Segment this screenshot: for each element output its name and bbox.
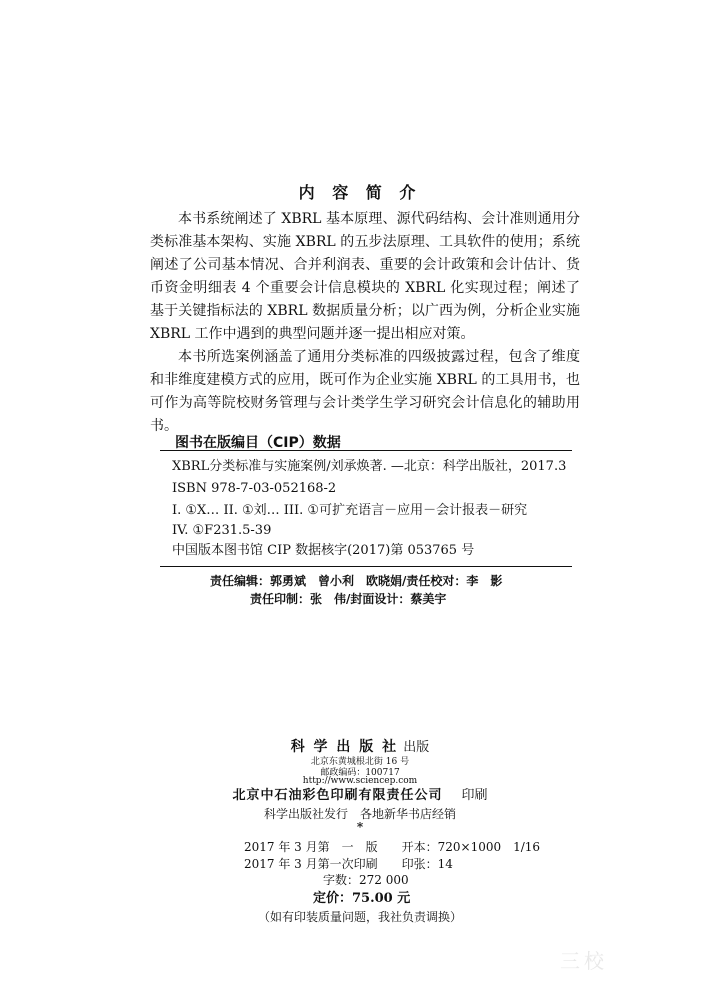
printing-line: 2017 年 3 月第一次印刷 印张：14 [244,857,453,871]
cip-line-isbn: ISBN 978-7-03-052168-2 [172,481,337,496]
price: 定价：75.00 元 [313,891,411,906]
separator-star: * [356,820,364,834]
publisher-address: 北京东黄城根北街 16 号 [310,757,410,767]
publisher-postcode: 邮政编码：100717 [320,768,400,778]
print-word: 印刷 [461,788,488,803]
publish-word: 出版 [403,740,430,755]
quality-notice: （如有印装质量问题，我社负责调换） [257,910,462,924]
word-count: 字数：272 000 [323,873,409,887]
cip-line-record: 中国版本图书馆 CIP 数据核字(2017)第 053765 号 [172,543,475,558]
staff-printing: 责任印制：张 伟/封面设计：蔡美宇 [250,592,447,606]
cip-heading: 图书在版编目（CIP）数据 [175,435,341,451]
distribution: 科学出版社发行 各地新华书店经销 [263,807,456,821]
intro-paragraph-1: 本书系统阐述了 XBRL 基本原理、源代码结构、会计准则通用分类标准基本架构、实施 XBRL 的五步法原理、工具软件的使用；系统阐述了公司基本情况、合并利润表、重要的会计政策和会计估计、货币资金明细表 4 个重要会计信息模块的 XBRL 化实现过程；阐述了基于关键指标法的 XBRL 数据质量分析；以广西为例，分析企业实施 XBRL 工作中遇到的典型问题并逐一提出相应对策。 [150,211,580,342]
printer-line [0,784,720,803]
watermark: 三校 [560,949,608,973]
intro-body [150,208,580,438]
cip-line-classification: I. ①X… II. ①刘… III. ①可扩充语言－应用－会计报表－研究 [172,503,528,518]
intro-paragraph-2: 本书所选案例涵盖了通用分类标准的四级披露过程，包含了维度和非维度建模方式的应用，既可作为企业实施 XBRL 的工具用书，也可作为高等院校财务管理与会计类学生学习研究会计信息化的辅助用书。 [150,349,580,434]
cip-line-code: IV. ①F231.5-39 [172,523,272,538]
publisher-url: http://www.sciencep.com [302,776,418,786]
edition-line: 2017 年 3 月第 一 版 开本：720×1000 1/16 [244,840,541,854]
cip-line-title: XBRL分类标准与实施案例/刘承焕著. —北京：科学出版社，2017.3 [172,459,567,474]
staff-editors: 责任编辑：郭勇斌 曾小利 欧晓娟/责任校对：李 影 [210,574,503,588]
intro-title: 内 容 简 介 [298,183,422,202]
publisher-name: 科 学 出 版 社 [290,739,399,755]
publisher-line [0,736,720,756]
printer-name: 北京中石油彩色印刷有限责任公司 [232,788,443,803]
